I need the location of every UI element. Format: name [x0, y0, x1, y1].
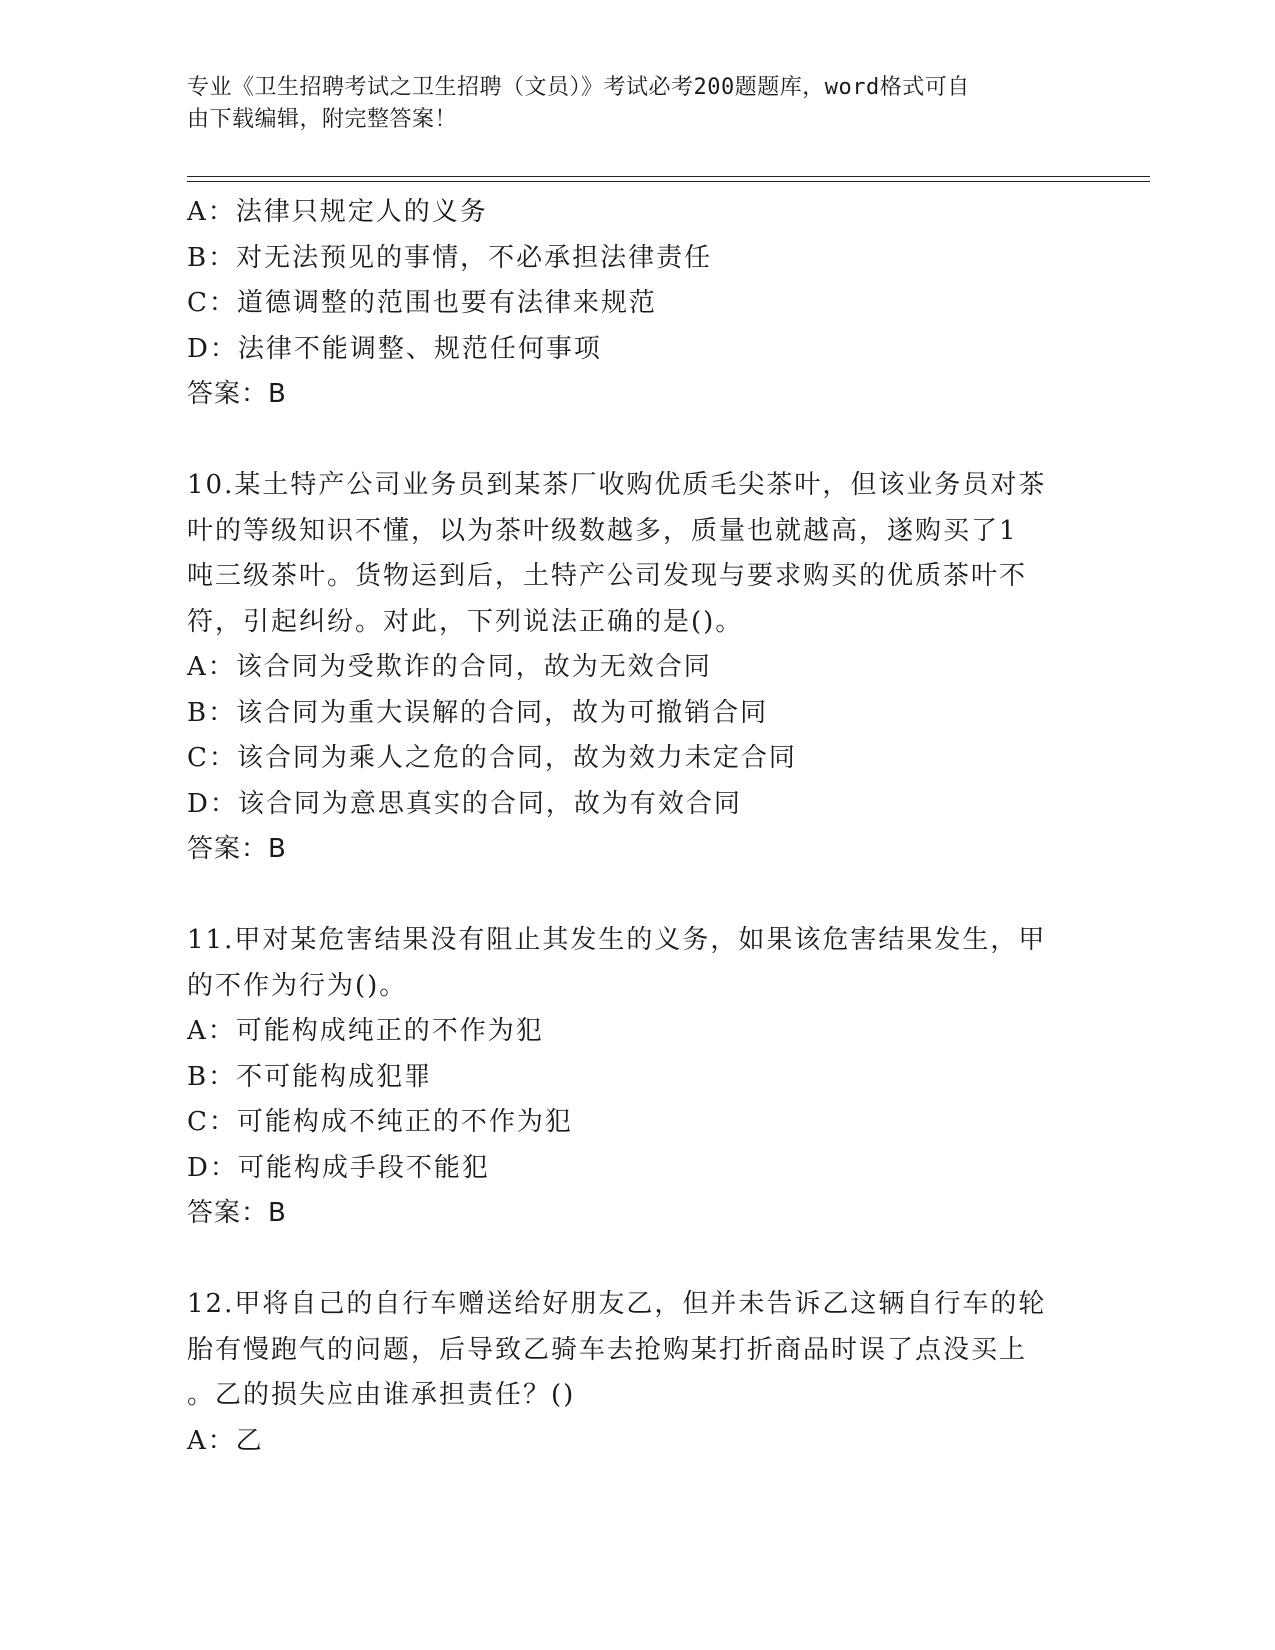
question-stem-line: 12.甲将自己的自行车赠送给好朋友乙，但并未告诉乙这辆自行车的轮	[187, 1289, 1047, 1319]
question-12	[187, 1282, 1067, 1464]
header-divider-top	[187, 176, 1150, 177]
question-stem-line: 的不作为行为()。	[187, 970, 408, 1001]
option-d: D：可能构成手段不能犯	[187, 1152, 490, 1183]
option-c: C：道德调整的范围也要有法律来规范	[187, 288, 657, 318]
question-stem-line: 吨三级茶叶。货物运到后，土特产公司发现与要求购买的优质茶叶不	[187, 561, 1028, 591]
question-stem-line: 10.某土特产公司业务员到某茶厂收购优质毛尖茶叶，但该业务员对茶	[187, 470, 1047, 500]
spacer	[187, 1237, 1067, 1283]
header-divider-bottom	[187, 181, 1150, 182]
option-b: B：对无法预见的事情，不必承担法律责任	[187, 242, 713, 273]
spacer	[187, 418, 1067, 464]
answer-line: 答案：B	[187, 1198, 287, 1228]
header-line-1: 专业《卫生招聘考试之卫生招聘（文员）》考试必考200题题库，word格式可自	[187, 75, 970, 100]
answer-line: 答案：B	[187, 834, 287, 864]
option-a: A：乙	[187, 1425, 264, 1456]
spacer	[187, 873, 1067, 919]
option-c: C：可能构成不纯正的不作为犯	[187, 1107, 573, 1137]
question-11	[187, 918, 1067, 1237]
header-line-2: 由下载编辑，附完整答案！	[187, 107, 458, 132]
question-stem-line: 符，引起纠纷。对此，下列说法正确的是()。	[187, 606, 744, 637]
option-a: A：该合同为受欺诈的合同，故为无效合同	[187, 652, 712, 682]
question-stem-line: 胎有慢跑气的问题，后导致乙骑车去抢购某打折商品时误了点没买上	[187, 1334, 1028, 1365]
option-c: C：该合同为乘人之危的合同，故为效力未定合同	[187, 743, 797, 773]
option-d: D：法律不能调整、规范任何事项	[187, 333, 602, 364]
question-10	[187, 463, 1067, 873]
question-stem-line: 。乙的损失应由谁承担责任？()	[187, 1380, 576, 1410]
option-d: D：该合同为意思真实的合同，故为有效合同	[187, 788, 742, 819]
answer-line: 答案：B	[187, 379, 287, 409]
document-header	[187, 72, 1067, 136]
option-a: A：可能构成纯正的不作为犯	[187, 1016, 544, 1046]
question-stem-line: 叶的等级知识不懂，以为茶叶级数越多，质量也就越高，遂购买了1	[187, 515, 1018, 546]
option-a: A：法律只规定人的义务	[187, 197, 488, 227]
document-body	[187, 190, 1067, 1464]
question-9	[187, 190, 1067, 418]
option-b: B：该合同为重大误解的合同，故为可撤销合同	[187, 697, 769, 728]
question-stem-line: 11.甲对某危害结果没有阻止其发生的义务，如果该危害结果发生，甲	[187, 925, 1047, 955]
option-b: B：不可能构成犯罪	[187, 1061, 433, 1092]
